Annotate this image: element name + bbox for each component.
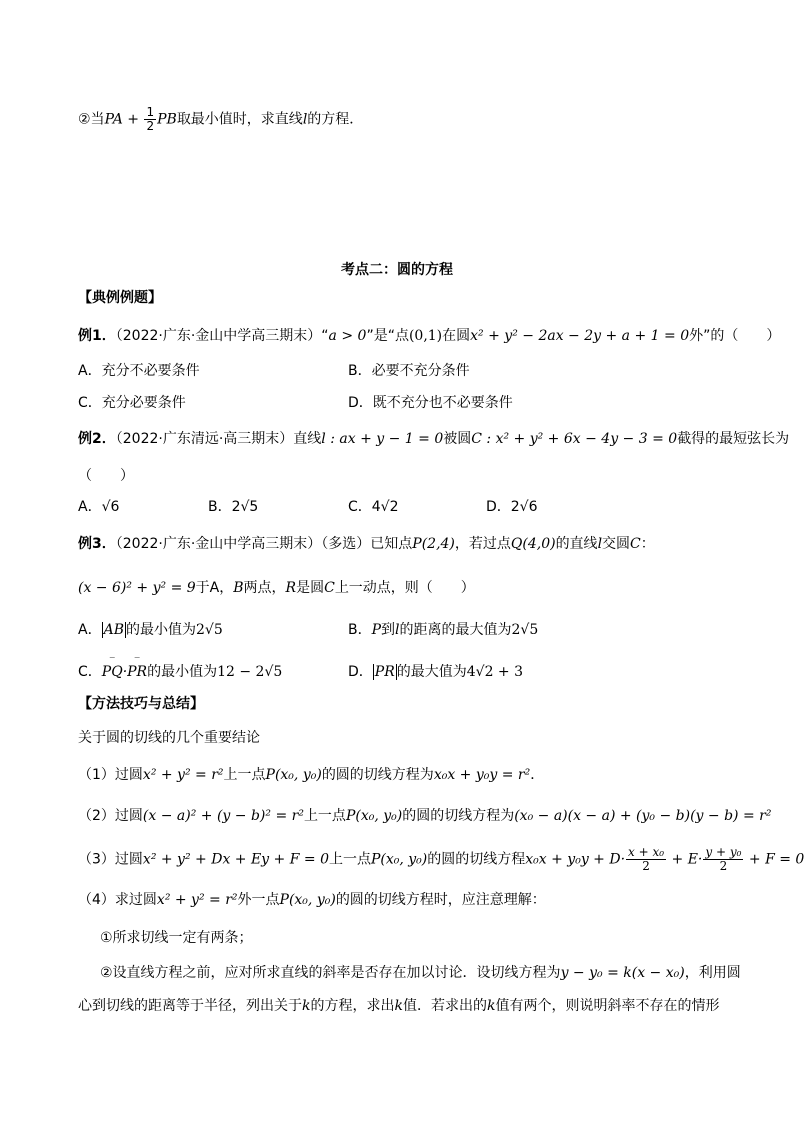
example-3-stem-cont: (x − 6)² + y² = 9于A，B两点，R是圆C上一动点，则（ ） bbox=[78, 580, 475, 596]
fraction: $\frac{\text{x + x₀}}{2}$ bbox=[628, 845, 665, 873]
example-3-option-a: A． AB 的最小值为2√5 bbox=[78, 622, 223, 638]
example-1-option-a: A．充分不必要条件 bbox=[78, 363, 200, 379]
conclusion-3: （3）过圆x² + y² + Dx + Ey + F = 0上一点P(x₀, y₀)的圆的切线方程x₀x + y₀y + D· $\frac{\text{x + x₀}}{2}$ + E· $\frac{\text{y + y₀}}{2}$ + F = 0 bbox=[78, 845, 804, 873]
fraction: $\frac{\text{y + y₀}}{2}$ bbox=[705, 845, 742, 873]
example-3-stem: 例3．（2022·广东·金山中学高三期末）（多选）已知点P(2,4)，若过点Q(4,0)的直线l交圆C： bbox=[78, 536, 655, 552]
note-2-cont: 心到切线的距离等于半径，列出关于k的方程，求出k值．若求出的k值有两个，则说明斜率不存在的情形 bbox=[78, 998, 720, 1014]
example-1-option-d: D．既不充分也不必要条件 bbox=[348, 395, 513, 411]
example-1-option-b: B．必要不充分条件 bbox=[348, 363, 470, 379]
vector-pr: ‾ PR bbox=[127, 662, 147, 682]
typical-header: 【典例例题】 bbox=[78, 290, 162, 306]
fraction: $\frac{1}{2}$ bbox=[146, 105, 155, 133]
note-2: ②设直线方程之前，应对所求直线的斜率是否存在加以讨论．设切线方程为y − y₀ = k(x − x₀)，利用圆 bbox=[100, 965, 741, 981]
example-2-stem: 例2．（2022·广东清远·高三期末）直线l : ax + y − 1 = 0被圆C : x² + y² + 6x − 4y − 3 = 0截得的最短弦长为 bbox=[78, 431, 790, 447]
note-1: ①所求切线一定有两条； bbox=[100, 930, 253, 946]
example-2-option-c: C．4√2 bbox=[348, 499, 399, 515]
question-2-part: ②当PA + $\frac{1}{2}$ PB取最小值时，求直线l的方程． bbox=[78, 105, 364, 133]
example-2-option-b: B．2√5 bbox=[208, 499, 259, 515]
conclusion-4: （4）求过圆x² + y² = r²外一点P(x₀, y₀)的圆的切线方程时，应注意理解： bbox=[78, 892, 546, 908]
example-2-option-d: D．2√6 bbox=[486, 499, 538, 515]
example-3-option-c: C．‾ PQ·‾ PR的最小值为12 − 2√5 bbox=[78, 662, 282, 682]
example-2-option-a: A．√6 bbox=[78, 499, 120, 515]
example-1-option-c: C．充分必要条件 bbox=[78, 395, 186, 411]
method-header: 【方法技巧与总结】 bbox=[78, 696, 204, 712]
conclusion-2: （2）过圆(x − a)² + (y − b)² = r²上一点P(x₀, y₀)的圆的切线方程为(x₀ − a)(x − a) + (y₀ − b)(y − b) = r² bbox=[78, 808, 772, 824]
example-3-option-b: B．P到l的距离的最大值为2√5 bbox=[348, 622, 539, 638]
tangent-title: 关于圆的切线的几个重要结论 bbox=[78, 730, 260, 746]
example-3-option-d: D． PR 的最大值为4√2 + 3 bbox=[348, 664, 524, 680]
example-2-paren: （ ） bbox=[78, 468, 134, 484]
vector-pq: ‾ PQ bbox=[102, 662, 123, 682]
section-title: 考点二：圆的方程 bbox=[341, 262, 453, 278]
example-1-stem: 例1．（2022·广东·金山中学高三期末）“a > 0”是“点(0,1)在圆x² + y² − 2ax − 2y + a + 1 = 0外”的（ ） bbox=[78, 328, 781, 344]
conclusion-1: （1）过圆x² + y² = r²上一点P(x₀, y₀)的圆的切线方程为x₀x + y₀y = r²． bbox=[78, 767, 545, 783]
